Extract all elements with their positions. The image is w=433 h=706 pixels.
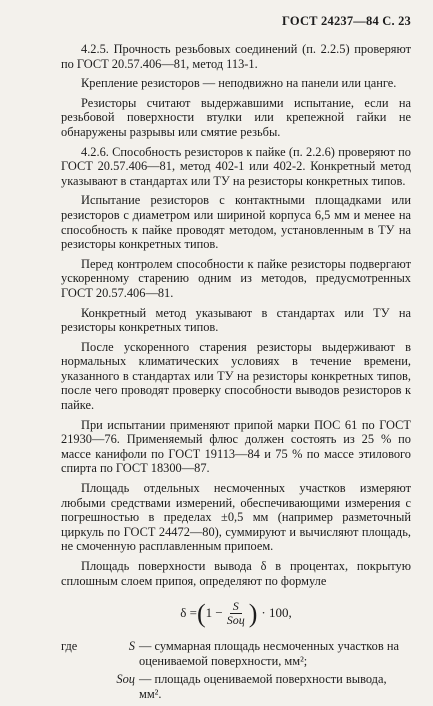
document-body (61, 42, 411, 706)
formula-numerator: S (230, 600, 242, 614)
paragraph: Площадь отдельных несмоченных участков измеряют любыми средствами измерений, обеспечивающими измерения с погрешностью в пределах ±0,5 мм (например разметочный циркуль по ГОСТ 24472—80), суммируют и вычисляют площадь, не смоченную расплавленным припоем. (61, 481, 411, 554)
paragraph: Крепление резисторов — неподвижно на панели или цанге. (81, 76, 397, 91)
formula-one-minus: 1 − (205, 605, 223, 621)
formula-open-paren: ( (196, 598, 206, 628)
formula-tail: · 100, (261, 605, 292, 621)
page-header: ГОСТ 24237—84 С. 23 (282, 14, 411, 28)
paragraph: Площадь поверхности вывода δ в процентах, покрытую сплошным слоем припоя, определяют по формуле (61, 559, 411, 588)
formula-denominator: Sоц (226, 613, 245, 628)
paragraph: 4.2.6. Способность резисторов к пайке (п. 2.2.6) проверяют по ГОСТ 20.57.406—81, метод 402-1 или 402-2. Конкретный метод указывают в стандартах или ТУ на резисторы конкретных типов. (61, 144, 411, 188)
definitions (61, 639, 411, 701)
definition-symbol: Sоц (116, 672, 135, 687)
paragraph: После ускоренного старения резисторы выдерживают в нормальных климатических условиях в течение времени, указанного в стандартах или ТУ на резисторы конкретных типов, после чего проводят проверку способности выводов резисторов к пайке. (61, 339, 411, 413)
formula-fraction (227, 600, 245, 627)
definition-row (61, 672, 411, 701)
formula (61, 600, 411, 627)
definitions-lead-empty (61, 672, 101, 701)
definition-text: — площадь оцениваемой поверхности вывода, мм². (139, 672, 387, 701)
paragraph: Конкретный метод указывают в стандартах или ТУ на резисторы конкретных типов. (61, 305, 411, 335)
definition-row (61, 639, 411, 668)
formula-lhs: δ = (180, 605, 197, 621)
paragraph: При испытании применяют припой марки ПОС 61 по ГОСТ 21930—76. Применяемый флюс должен состоять из 25 % по массе канифоли по ГОСТ 19113—84 и 75 % по массе этилового спирта по ГОСТ 18300—87. (61, 417, 411, 476)
definitions-lead: где (61, 639, 78, 654)
paragraph: Испытание резисторов с контактными площадками или резисторов с диаметром или шириной корпуса 6,5 мм и менее на способность к пайке проводят методом, установленным в ТУ на резисторы конкретных типов. (61, 193, 411, 252)
paragraph: Перед контролем способности к пайке резисторы подвергают ускоренному старению одним из методов, предусмотренных ГОСТ 20.57.406—81. (61, 256, 411, 300)
definition-symbol: S (128, 639, 135, 654)
paragraph: Резисторы считают выдержавшими испытание, если на резьбовой поверхности втулки или крепежной гайки не обнаружены разрывы или смятие резьбы. (61, 95, 411, 139)
paragraph: 4.2.5. Прочность резьбовых соединений (п. 2.2.5) проверяют по ГОСТ 20.57.406—81, метод 113-1. (61, 42, 411, 71)
formula-close-paren: ) (248, 598, 258, 628)
definition-text: — суммарная площадь несмоченных участков на оцениваемой поверхности, мм²; (139, 639, 399, 668)
